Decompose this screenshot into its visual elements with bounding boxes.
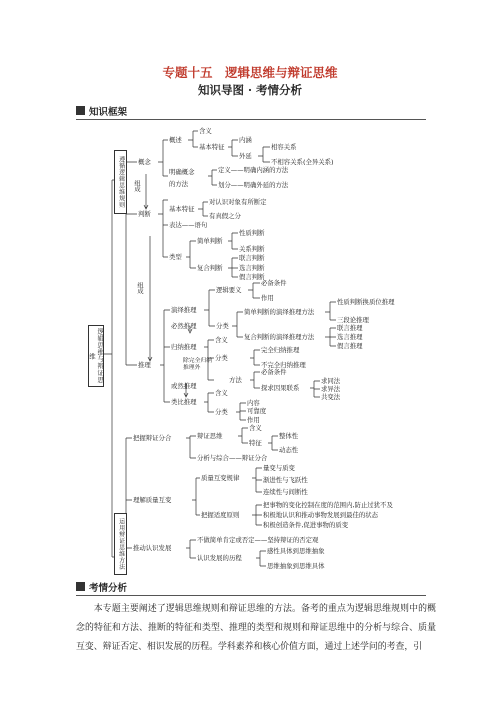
node-type: 类型 <box>169 253 182 261</box>
node-dynamic: 动态性 <box>279 446 299 454</box>
node-connotation: 内涵 <box>239 136 252 144</box>
node-required-condition: 必备条件 <box>261 279 287 287</box>
node-feature: 特征 <box>249 439 262 447</box>
node-moderation: 把握适度原则 <box>201 511 240 519</box>
node-function-1: 作用 <box>261 294 274 302</box>
node-function-2: 作用 <box>247 416 260 424</box>
node-content: 内容 <box>247 399 260 407</box>
node-dialectical-thinking: 辩证思维 <box>197 432 223 440</box>
node-integrity: 整体性 <box>279 432 299 440</box>
node-except-complete: 除完全归纳推理外 <box>183 358 212 371</box>
branch-logic: 遵循逻辑思维规则 <box>114 150 127 214</box>
node-method: 的方法 <box>169 180 189 188</box>
node-conjunctive-reasoning: 联言推理 <box>337 324 363 332</box>
label-compose-1: 组成 <box>133 180 140 193</box>
node-classification-2: 分类 <box>215 354 228 362</box>
node-relation-judgment: 关系判断 <box>239 245 265 253</box>
node-hypothetical-reasoning: 假言推理 <box>337 342 363 350</box>
node-incompatible: 不相容关系(全异关系) <box>271 158 334 166</box>
node-property-judgment: 性质判断 <box>239 229 265 237</box>
node-meaning-4: 含义 <box>249 424 262 432</box>
node-logic-essence: 逻辑要义 <box>216 286 242 294</box>
node-qq-law: 质量互变规律 <box>201 474 240 482</box>
node-difference-method: 求异法 <box>321 385 341 393</box>
node-division: 划分——明确外延的方法 <box>218 181 289 189</box>
node-conversion: 性质判断换质位推理 <box>337 298 395 306</box>
node-disjunctive: 选言判断 <box>239 264 265 272</box>
node-simple-deduction: 简单判断的演绎推理方法 <box>244 308 315 316</box>
node-compatible: 相容关系 <box>271 143 297 151</box>
node-simple-judgment: 简单判断 <box>197 237 223 245</box>
node-concomitant-method: 共变法 <box>321 393 341 401</box>
node-dialectical-negation: 不做简单肯定或否定——坚持辩证的否定观 <box>197 536 319 544</box>
label-compose-2: 组成 <box>136 282 143 295</box>
node-hypothetical: 假言判断 <box>239 273 265 281</box>
node-perceptual-abstract: 感性具体到思维抽象 <box>267 547 325 555</box>
node-compound-deduction: 复合判断的演绎推理方法 <box>244 333 315 341</box>
node-assert: 对认识对象有所断定 <box>209 198 267 206</box>
branch-dialectic: 运用辩证思维方法 <box>114 513 127 575</box>
node-promote-cognition: 推动认识发展 <box>133 544 172 552</box>
node-grasp-dialectic: 把握辩证分合 <box>133 434 172 442</box>
node-basic-feature-1: 基本特征 <box>199 143 225 151</box>
node-expression: 表达——语句 <box>169 221 208 229</box>
page-subtitle: 知识导图 · 考情分析 <box>197 83 302 97</box>
node-control-degree: 把事物的变化控制在度的范围内,防止过犹不及 <box>263 501 393 509</box>
node-continuity: 连续性与间断性 <box>263 488 308 496</box>
node-create-conditions: 积极创造条件,促进事物的质变 <box>263 521 349 529</box>
node-disjunctive-reasoning: 选言推理 <box>337 333 363 341</box>
node-compound-judgment: 复合判断 <box>197 264 223 272</box>
node-agreement-method: 求同法 <box>321 377 341 385</box>
node-quantity-quality: 量变与质变 <box>263 464 295 472</box>
node-basic-feature-2: 基本特征 <box>169 205 195 213</box>
node-true-false: 有真假之分 <box>209 212 241 220</box>
node-concept: 概念 <box>138 158 151 166</box>
mindmap-root: 逻辑思维与辩证思维 <box>88 325 104 387</box>
node-analogy: 类比推理 <box>171 398 197 406</box>
node-clarify-concept: 明确概念 <box>169 168 195 176</box>
node-reliability: 可靠度 <box>247 407 267 415</box>
node-overview: 概述 <box>169 136 182 144</box>
node-probable: 或然推理 <box>171 382 197 390</box>
analysis-paragraph: 本专题主要阐述了逻辑思维规则和辩证思维的方法。备考的重点为逻辑思维规则中的概念的特征和方法、推断的特征和类型、推理的类型和规则和辩证思维中的分析与综合、质量互变、辩证否定、相识发展的历程。学科素养和核心价值方面，通过上述学问的考查，引 <box>76 604 436 652</box>
node-abstract-concrete: 思维抽象到思维具体 <box>267 562 325 570</box>
node-reasoning: 推理 <box>138 361 151 369</box>
section-marker-icon <box>76 582 85 591</box>
node-extension: 外延 <box>239 152 252 160</box>
node-necessary: 必然推理 <box>171 322 197 330</box>
section-analysis-title: 考情分析 <box>89 583 128 594</box>
node-cognition-course: 认识发展的历程 <box>197 554 242 562</box>
node-gradual-leap: 渐进性与飞跃性 <box>263 476 308 484</box>
node-classification-3: 分类 <box>215 408 228 416</box>
node-definition: 定义——明确内涵的方法 <box>218 166 289 174</box>
divider <box>76 595 426 596</box>
analysis-body <box>76 600 436 657</box>
section-knowledge-title: 知识框架 <box>89 107 128 118</box>
node-analysis-synthesis: 分析与综合——辩证分合 <box>197 454 268 462</box>
node-method-2: 方法 <box>229 376 242 384</box>
node-meaning-1: 含义 <box>199 127 212 135</box>
node-classification: 分类 <box>216 322 229 330</box>
node-meaning-2: 含义 <box>215 336 228 344</box>
node-promote-best: 积极地认识和推动事物发展到最佳的状态 <box>263 511 379 519</box>
node-deductive: 演绎推理 <box>171 306 197 314</box>
node-required-condition-2: 必备条件 <box>261 368 287 376</box>
node-judgment: 判断 <box>138 210 151 218</box>
node-conjunctive: 联言判断 <box>239 254 265 262</box>
node-inductive: 归纳推理 <box>171 343 197 351</box>
node-quality-quantity: 理解质量互变 <box>133 496 172 504</box>
section-analysis-header <box>76 580 426 594</box>
node-incomplete-induction: 不完全归纳推理 <box>261 361 306 369</box>
node-causal: 探求因果联系 <box>261 384 300 392</box>
page-title: 专题十五 逻辑思维与辩证思维 <box>162 65 338 80</box>
node-complete-induction: 完全归纳推理 <box>261 346 300 354</box>
node-meaning-3: 含义 <box>215 389 228 397</box>
node-syllogism: 三段论推理 <box>337 316 369 324</box>
